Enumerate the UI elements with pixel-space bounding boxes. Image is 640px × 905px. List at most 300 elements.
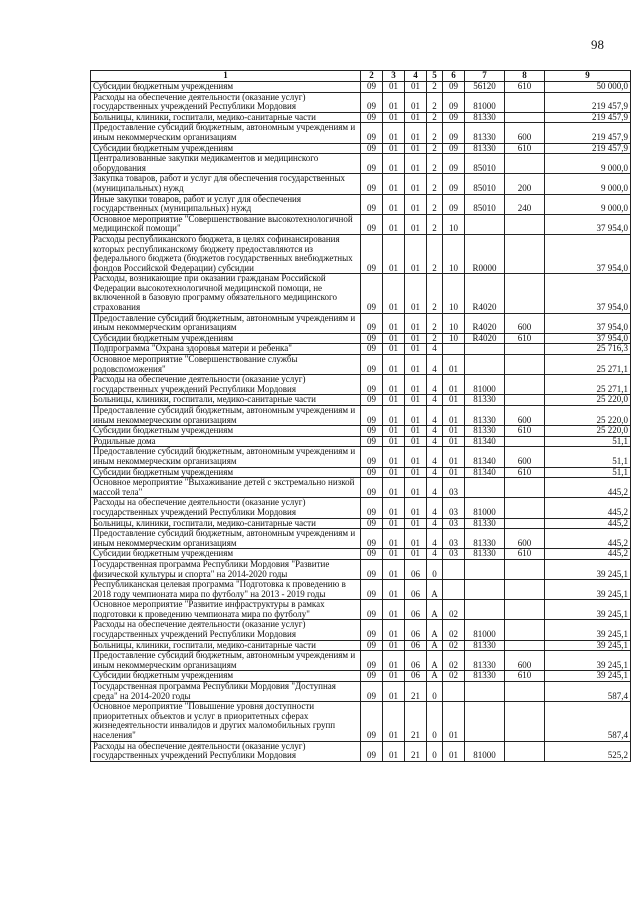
row-expense-type: 600 <box>505 529 545 549</box>
row-event: 09 <box>443 194 465 214</box>
row-direction: 81330 <box>465 395 505 406</box>
row-subprogram: 4 <box>427 344 443 355</box>
row-event: 02 <box>443 620 465 640</box>
row-subprogram: 4 <box>427 406 443 426</box>
row-direction: 81000 <box>465 741 505 761</box>
row-description: Подпрограмма "Охрана здоровья матери и ребенка" <box>91 344 361 355</box>
row-section: 01 <box>383 682 405 702</box>
row-subprogram: 2 <box>427 154 443 174</box>
row-subprogram: А <box>427 600 443 620</box>
row-amount: 37 954,0 <box>545 274 631 313</box>
row-direction <box>465 580 505 600</box>
row-expense-type <box>505 478 545 498</box>
row-program: 06 <box>405 559 427 579</box>
row-event: 01 <box>443 426 465 437</box>
row-amount: 9 000,0 <box>545 174 631 194</box>
row-expense-type <box>505 344 545 355</box>
row-direction: 81330 <box>465 671 505 682</box>
table-row <box>91 426 631 437</box>
row-amount: 37 954,0 <box>545 234 631 273</box>
row-expense-type <box>505 702 545 741</box>
row-ministry: 09 <box>361 92 383 112</box>
row-section: 01 <box>383 467 405 478</box>
row-section: 01 <box>383 274 405 313</box>
row-program: 01 <box>405 214 427 234</box>
row-expense-type <box>505 640 545 651</box>
row-description: Предоставление субсидий бюджетным, автономным учреждениям и иным некоммерческим организациям <box>91 529 361 549</box>
row-section: 01 <box>383 671 405 682</box>
row-amount: 25 220,0 <box>545 395 631 406</box>
row-description: Предоставление субсидий бюджетным, автономным учреждениям и иным некоммерческим организациям <box>91 447 361 467</box>
row-program: 21 <box>405 702 427 741</box>
row-event: 01 <box>443 355 465 375</box>
row-ministry: 09 <box>361 600 383 620</box>
row-expense-type <box>505 112 545 123</box>
col-header-amount: 9 <box>545 71 631 82</box>
row-expense-type <box>505 600 545 620</box>
row-direction: R4020 <box>465 333 505 344</box>
row-subprogram: А <box>427 640 443 651</box>
row-amount: 445,2 <box>545 518 631 529</box>
row-expense-type: 610 <box>505 549 545 560</box>
table-row <box>91 702 631 741</box>
row-description: Основное мероприятие "Развитие инфраструктуры в рамках подготовки к проведению чемпионата мира по футболу" <box>91 600 361 620</box>
row-expense-type <box>505 375 545 395</box>
row-subprogram: 2 <box>427 112 443 123</box>
row-event: 09 <box>443 143 465 154</box>
row-direction: 81330 <box>465 112 505 123</box>
row-expense-type: 610 <box>505 82 545 93</box>
row-program: 01 <box>405 313 427 333</box>
row-subprogram: А <box>427 651 443 671</box>
row-event: 02 <box>443 600 465 620</box>
row-subprogram: 2 <box>427 92 443 112</box>
row-direction: 85010 <box>465 154 505 174</box>
table-row <box>91 355 631 375</box>
row-event: 09 <box>443 154 465 174</box>
header-row <box>91 71 631 82</box>
row-amount: 39 245,1 <box>545 620 631 640</box>
row-amount: 219 457,9 <box>545 143 631 154</box>
row-ministry: 09 <box>361 498 383 518</box>
row-direction: 81330 <box>465 406 505 426</box>
row-section: 01 <box>383 123 405 143</box>
row-program: 01 <box>405 436 427 447</box>
row-direction: 81330 <box>465 549 505 560</box>
row-program: 06 <box>405 620 427 640</box>
row-expense-type <box>505 682 545 702</box>
row-amount: 9 000,0 <box>545 194 631 214</box>
row-event: 02 <box>443 640 465 651</box>
row-direction: 81330 <box>465 651 505 671</box>
row-section: 01 <box>383 313 405 333</box>
row-amount: 37 954,0 <box>545 333 631 344</box>
table-row <box>91 375 631 395</box>
row-subprogram: 4 <box>427 447 443 467</box>
row-event: 10 <box>443 214 465 234</box>
row-amount: 39 245,1 <box>545 651 631 671</box>
row-ministry: 09 <box>361 344 383 355</box>
row-subprogram: 0 <box>427 559 443 579</box>
row-amount: 445,2 <box>545 478 631 498</box>
row-subprogram: 4 <box>427 355 443 375</box>
row-section: 01 <box>383 651 405 671</box>
row-subprogram: 2 <box>427 333 443 344</box>
row-description: Больницы, клиники, госпитали, медико-санитарные части <box>91 395 361 406</box>
table-row <box>91 436 631 447</box>
row-direction: 81000 <box>465 92 505 112</box>
row-description: Республиканская целевая программа "Подготовка к проведению в 2018 году чемпионата мира по футболу" на 2013 - 2019 годы <box>91 580 361 600</box>
row-expense-type: 610 <box>505 426 545 437</box>
table-row <box>91 112 631 123</box>
col-header-expense-type: 8 <box>505 71 545 82</box>
row-subprogram: 0 <box>427 702 443 741</box>
row-ministry: 09 <box>361 194 383 214</box>
row-program: 06 <box>405 651 427 671</box>
row-program: 01 <box>405 467 427 478</box>
row-section: 01 <box>383 549 405 560</box>
row-description: Предоставление субсидий бюджетным, автономным учреждениям и иным некоммерческим организациям <box>91 651 361 671</box>
row-section: 01 <box>383 518 405 529</box>
row-description: Основное мероприятие "Повышение уровня доступности приоритетных объектов и услуг в приоритетных сферах жизнедеятельности инвалидов и других маломобильных групп населения" <box>91 702 361 741</box>
row-event: 09 <box>443 82 465 93</box>
row-amount: 219 457,9 <box>545 123 631 143</box>
table-row <box>91 447 631 467</box>
row-program: 01 <box>405 518 427 529</box>
row-program: 01 <box>405 395 427 406</box>
row-event: 01 <box>443 375 465 395</box>
row-expense-type <box>505 741 545 761</box>
row-subprogram: 4 <box>427 375 443 395</box>
row-ministry: 09 <box>361 123 383 143</box>
row-description: Предоставление субсидий бюджетным, автономным учреждениям и иным некоммерческим организациям <box>91 313 361 333</box>
row-ministry: 09 <box>361 671 383 682</box>
row-subprogram: 2 <box>427 234 443 273</box>
table-row <box>91 92 631 112</box>
row-subprogram: А <box>427 671 443 682</box>
row-ministry: 09 <box>361 741 383 761</box>
row-amount: 445,2 <box>545 549 631 560</box>
row-amount: 39 245,1 <box>545 671 631 682</box>
row-program: 01 <box>405 82 427 93</box>
row-subprogram: 4 <box>427 467 443 478</box>
row-direction: 85010 <box>465 194 505 214</box>
row-program: 06 <box>405 640 427 651</box>
row-amount: 39 245,1 <box>545 580 631 600</box>
row-subprogram: А <box>427 580 443 600</box>
row-subprogram: 2 <box>427 123 443 143</box>
row-section: 01 <box>383 92 405 112</box>
row-amount: 9 000,0 <box>545 154 631 174</box>
row-expense-type <box>505 214 545 234</box>
row-direction <box>465 600 505 620</box>
row-program: 01 <box>405 112 427 123</box>
row-subprogram: 4 <box>427 498 443 518</box>
row-ministry: 09 <box>361 333 383 344</box>
row-event: 10 <box>443 333 465 344</box>
row-subprogram: 4 <box>427 529 443 549</box>
row-expense-type <box>505 620 545 640</box>
row-expense-type: 600 <box>505 651 545 671</box>
row-section: 01 <box>383 620 405 640</box>
row-section: 01 <box>383 395 405 406</box>
table-row <box>91 682 631 702</box>
row-ministry: 09 <box>361 313 383 333</box>
row-ministry: 09 <box>361 154 383 174</box>
table-row <box>91 671 631 682</box>
row-direction: 81330 <box>465 143 505 154</box>
row-description: Расходы на обеспечение деятельности (оказание услуг) государственных учреждений Республики Мордовия <box>91 620 361 640</box>
row-description: Больницы, клиники, госпитали, медико-санитарные части <box>91 112 361 123</box>
row-expense-type <box>505 395 545 406</box>
table-row <box>91 529 631 549</box>
table-row <box>91 274 631 313</box>
row-expense-type: 600 <box>505 313 545 333</box>
row-program: 01 <box>405 447 427 467</box>
row-amount: 25 271,1 <box>545 375 631 395</box>
row-expense-type <box>505 234 545 273</box>
row-description: Родильные дома <box>91 436 361 447</box>
row-program: 01 <box>405 274 427 313</box>
row-subprogram: А <box>427 620 443 640</box>
row-description: Субсидии бюджетным учреждениям <box>91 671 361 682</box>
row-program: 01 <box>405 194 427 214</box>
row-description: Расходы на обеспечение деятельности (оказание услуг) государственных учреждений Республики Мордовия <box>91 92 361 112</box>
row-program: 21 <box>405 741 427 761</box>
row-section: 01 <box>383 426 405 437</box>
row-section: 01 <box>383 355 405 375</box>
row-amount: 50 000,0 <box>545 82 631 93</box>
col-header-event: 6 <box>443 71 465 82</box>
row-event: 09 <box>443 112 465 123</box>
row-description: Субсидии бюджетным учреждениям <box>91 549 361 560</box>
row-section: 01 <box>383 154 405 174</box>
row-description: Предоставление субсидий бюджетным, автономным учреждениям и иным некоммерческим организациям <box>91 123 361 143</box>
row-ministry: 09 <box>361 426 383 437</box>
row-direction <box>465 214 505 234</box>
table-row <box>91 333 631 344</box>
row-direction: 56120 <box>465 82 505 93</box>
row-event: 01 <box>443 447 465 467</box>
col-header-description: 1 <box>91 71 361 82</box>
row-description: Централизованные закупки медикаментов и медицинского оборудования <box>91 154 361 174</box>
row-direction: R0000 <box>465 234 505 273</box>
table-row <box>91 498 631 518</box>
row-direction: R4020 <box>465 313 505 333</box>
row-ministry: 09 <box>361 82 383 93</box>
row-direction <box>465 355 505 375</box>
row-expense-type: 600 <box>505 123 545 143</box>
row-subprogram: 4 <box>427 518 443 529</box>
row-ministry: 09 <box>361 214 383 234</box>
row-amount: 39 245,1 <box>545 559 631 579</box>
row-expense-type: 610 <box>505 143 545 154</box>
row-subprogram: 2 <box>427 313 443 333</box>
budget-table <box>90 70 631 762</box>
row-program: 21 <box>405 682 427 702</box>
row-amount: 37 954,0 <box>545 313 631 333</box>
row-description: Расходы, возникающие при оказании гражданам Российской Федерации высокотехнологичной медицинской помощи, не включенной в базовую программу обязательного медицинского страхования <box>91 274 361 313</box>
row-description: Больницы, клиники, госпитали, медико-санитарные части <box>91 518 361 529</box>
row-ministry: 09 <box>361 640 383 651</box>
row-program: 01 <box>405 174 427 194</box>
row-expense-type <box>505 274 545 313</box>
table-row <box>91 143 631 154</box>
row-section: 01 <box>383 344 405 355</box>
row-ministry: 09 <box>361 559 383 579</box>
row-event <box>443 344 465 355</box>
row-section: 01 <box>383 333 405 344</box>
table-row <box>91 395 631 406</box>
row-subprogram: 2 <box>427 174 443 194</box>
row-section: 01 <box>383 82 405 93</box>
row-event: 03 <box>443 529 465 549</box>
table-row <box>91 549 631 560</box>
row-event: 01 <box>443 406 465 426</box>
row-direction <box>465 559 505 579</box>
row-expense-type <box>505 154 545 174</box>
row-subprogram: 2 <box>427 194 443 214</box>
col-header-direction: 7 <box>465 71 505 82</box>
row-section: 01 <box>383 580 405 600</box>
row-expense-type <box>505 436 545 447</box>
table-row <box>91 82 631 93</box>
row-program: 01 <box>405 549 427 560</box>
row-direction: R4020 <box>465 274 505 313</box>
table-row <box>91 518 631 529</box>
row-direction <box>465 682 505 702</box>
row-expense-type: 240 <box>505 194 545 214</box>
row-subprogram: 4 <box>427 395 443 406</box>
row-expense-type <box>505 92 545 112</box>
row-program: 01 <box>405 406 427 426</box>
row-description: Закупка товаров, работ и услуг для обеспечения государственных (муниципальных) нужд <box>91 174 361 194</box>
row-description: Субсидии бюджетным учреждениям <box>91 143 361 154</box>
row-amount: 39 245,1 <box>545 640 631 651</box>
row-event: 03 <box>443 518 465 529</box>
row-amount: 587,4 <box>545 682 631 702</box>
row-expense-type: 610 <box>505 467 545 478</box>
row-amount: 51,1 <box>545 447 631 467</box>
row-subprogram: 2 <box>427 274 443 313</box>
row-ministry: 09 <box>361 234 383 273</box>
row-program: 01 <box>405 234 427 273</box>
row-event: 03 <box>443 478 465 498</box>
row-direction: 81340 <box>465 436 505 447</box>
row-subprogram: 0 <box>427 682 443 702</box>
row-section: 01 <box>383 143 405 154</box>
row-ministry: 09 <box>361 478 383 498</box>
row-amount: 25 271,1 <box>545 355 631 375</box>
table-row <box>91 467 631 478</box>
row-event: 09 <box>443 123 465 143</box>
row-direction: 81340 <box>465 447 505 467</box>
row-amount: 51,1 <box>545 436 631 447</box>
row-event: 10 <box>443 274 465 313</box>
row-description: Основное мероприятие "Совершенствование службы родовспоможения" <box>91 355 361 375</box>
row-ministry: 09 <box>361 355 383 375</box>
row-direction: 81330 <box>465 426 505 437</box>
row-ministry: 09 <box>361 620 383 640</box>
row-ministry: 09 <box>361 143 383 154</box>
row-direction: 85010 <box>465 174 505 194</box>
row-ministry: 09 <box>361 702 383 741</box>
row-event: 03 <box>443 498 465 518</box>
row-direction: 81330 <box>465 123 505 143</box>
row-section: 01 <box>383 234 405 273</box>
row-direction: 81000 <box>465 620 505 640</box>
row-event <box>443 682 465 702</box>
row-amount: 445,2 <box>545 529 631 549</box>
row-section: 01 <box>383 559 405 579</box>
row-description: Основное мероприятие "Выхаживание детей с экстремально низкой массой тела" <box>91 478 361 498</box>
table-row <box>91 123 631 143</box>
table-row <box>91 406 631 426</box>
page-number: 98 <box>591 37 604 52</box>
row-section: 01 <box>383 375 405 395</box>
row-program: 01 <box>405 529 427 549</box>
row-program: 01 <box>405 344 427 355</box>
table-row <box>91 344 631 355</box>
row-section: 01 <box>383 702 405 741</box>
row-section: 01 <box>383 174 405 194</box>
row-ministry: 09 <box>361 174 383 194</box>
row-ministry: 09 <box>361 112 383 123</box>
row-amount: 525,2 <box>545 741 631 761</box>
row-amount: 39 245,1 <box>545 600 631 620</box>
row-program: 06 <box>405 600 427 620</box>
table-row <box>91 640 631 651</box>
row-subprogram: 4 <box>427 549 443 560</box>
row-direction: 81330 <box>465 529 505 549</box>
row-section: 01 <box>383 640 405 651</box>
table-row <box>91 214 631 234</box>
col-header-section: 3 <box>383 71 405 82</box>
row-ministry: 09 <box>361 436 383 447</box>
row-section: 01 <box>383 194 405 214</box>
row-section: 01 <box>383 529 405 549</box>
row-program: 01 <box>405 333 427 344</box>
table-row <box>91 154 631 174</box>
row-description: Субсидии бюджетным учреждениям <box>91 467 361 478</box>
row-direction: 81000 <box>465 375 505 395</box>
row-event <box>443 580 465 600</box>
row-amount: 219 457,9 <box>545 112 631 123</box>
row-event: 03 <box>443 549 465 560</box>
row-event: 01 <box>443 467 465 478</box>
row-amount: 219 457,9 <box>545 92 631 112</box>
row-expense-type <box>505 518 545 529</box>
row-program: 01 <box>405 154 427 174</box>
row-event: 02 <box>443 671 465 682</box>
row-direction <box>465 702 505 741</box>
row-description: Субсидии бюджетным учреждениям <box>91 426 361 437</box>
row-ministry: 09 <box>361 518 383 529</box>
table-row <box>91 651 631 671</box>
table-row <box>91 194 631 214</box>
row-amount: 25 220,0 <box>545 426 631 437</box>
row-expense-type <box>505 498 545 518</box>
row-ministry: 09 <box>361 274 383 313</box>
row-event: 01 <box>443 436 465 447</box>
row-description: Расходы на обеспечение деятельности (оказание услуг) государственных учреждений Республики Мордовия <box>91 741 361 761</box>
table-row <box>91 741 631 761</box>
row-ministry: 09 <box>361 395 383 406</box>
row-expense-type <box>505 559 545 579</box>
row-description: Государственная программа Республики Мордовия "Развитие физической культуры и спорта" на 2014-2020 годы <box>91 559 361 579</box>
row-section: 01 <box>383 478 405 498</box>
row-direction: 81000 <box>465 498 505 518</box>
